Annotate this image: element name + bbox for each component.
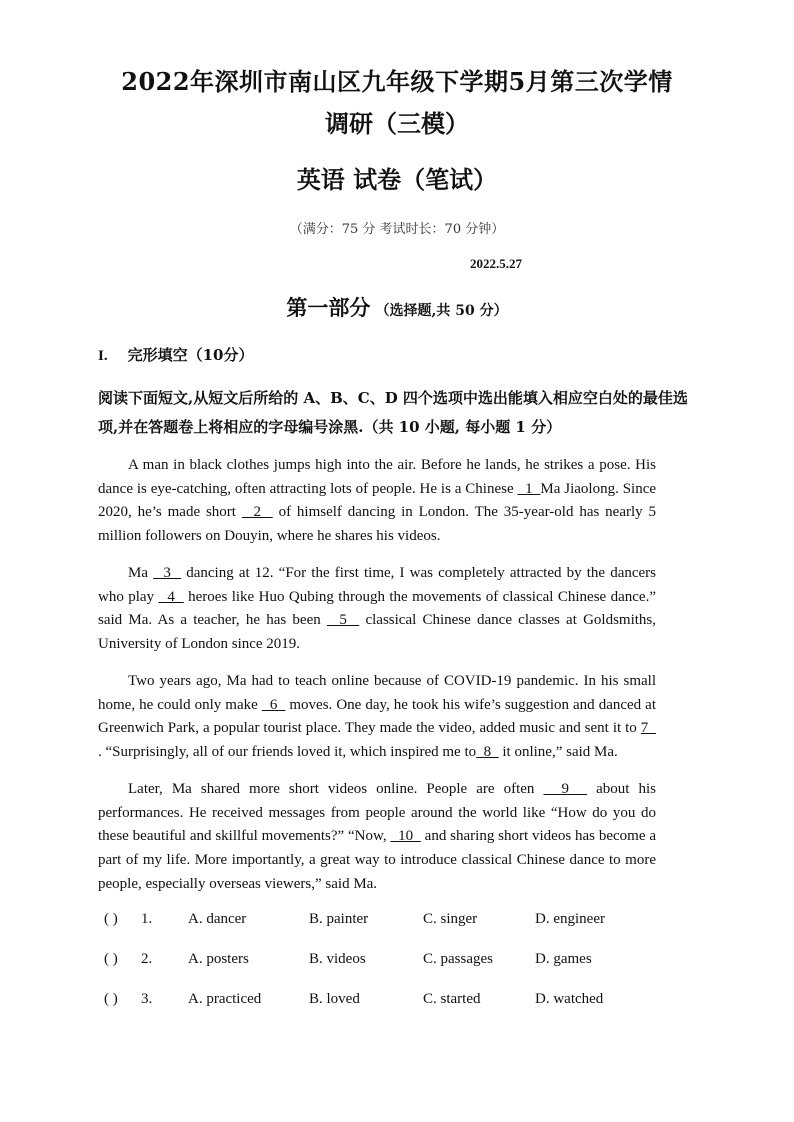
blank-8: 8 — [476, 744, 499, 761]
passage-text: of himself dancing in London. The 35-year-old has nearly 5 million followers on Douyin, where he shares his videos. — [98, 504, 656, 545]
option-d: D. engineer — [535, 911, 605, 927]
exam-title-line1: 2022年深圳市南山区九年级下学期5月第三次学情 — [121, 67, 673, 96]
passage-text: A man in black clothes jumps high into the air. Before he lands, he strikes a pose. His dance is eye-catching, often attracting lots of people. He is a Chinese — [98, 457, 656, 497]
question-row-1 — [0, 911, 794, 935]
passage-paragraph-4 — [98, 778, 656, 897]
passage-paragraph-1 — [98, 454, 656, 549]
blank-3: 3 — [153, 565, 182, 581]
option-c: C. singer — [423, 911, 478, 927]
passage-text: moves. One day, he took his wife’s suggestion and danced at Greenwich Park, a popular tourist place. They made the video, added music and sent it to — [98, 696, 657, 737]
exam-date: 2022.5.27 — [470, 256, 522, 271]
passage-paragraph-2 — [98, 562, 656, 657]
answer-parenthesis: ( ) — [104, 991, 118, 1007]
passage-text: dancing at 12. “For the first time, I was completely attracted by the dancers who play — [98, 565, 657, 605]
blank-10: 10 — [390, 828, 421, 845]
blank-4: 4 — [158, 588, 184, 605]
option-a: A. dancer — [188, 911, 247, 927]
passage-text: Ma — [128, 565, 154, 581]
passage-text: Ma Jiaolong. Since 2020, he’s made short — [98, 480, 657, 521]
question-row-2 — [0, 951, 794, 975]
option-a: A. practiced — [188, 991, 262, 1007]
option-d: D. games — [535, 951, 592, 967]
question-number: 1. — [141, 911, 153, 927]
passage-text: classical Chinese dance classes at Goldsmiths, University of London since 2019. — [98, 612, 656, 653]
option-b: B. videos — [309, 951, 366, 967]
question-number: 3. — [141, 991, 153, 1007]
section-title: 完形填空（10分） — [127, 346, 254, 364]
blank-5: 5 — [326, 612, 360, 629]
section-number: I. — [98, 348, 108, 364]
passage-text: . “Surprisingly, all of our friends loved it, which inspired me to — [98, 744, 477, 761]
option-c: C. started — [423, 991, 481, 1007]
question-number: 2. — [141, 951, 153, 967]
passage-text: it online,” said Ma. — [498, 744, 618, 761]
option-c: C. passages — [423, 951, 493, 967]
blank-7: 7 — [640, 720, 657, 737]
passage-text: Two years ago, Ma had to teach online because of COVID-19 pandemic. In his small home, he could only make — [98, 673, 656, 713]
exam-subtitle: 英语 试卷（笔试） — [296, 165, 498, 194]
question-row-3 — [0, 991, 794, 1015]
part-title: 第一部分 — [286, 295, 371, 320]
part-note: （选择题,共 50 分） — [375, 303, 508, 319]
blank-2: 2 — [241, 504, 273, 521]
passage-text: Later, Ma shared more short videos online. People are often — [128, 781, 544, 797]
option-d: D. watched — [535, 991, 604, 1007]
passage-text: heroes like Huo Qubing through the movements of classical Chinese dance.” said Ma. As a teacher, he has been — [98, 588, 656, 629]
option-b: B. painter — [309, 911, 369, 927]
blank-1: 1 — [517, 480, 541, 497]
blank-6: 6 — [261, 696, 286, 713]
score-info: （满分：75 分 考试时长：70 分钟） — [289, 222, 505, 237]
answer-parenthesis: ( ) — [104, 951, 118, 967]
option-a: A. posters — [188, 951, 249, 967]
exam-title-line2: 调研（三模） — [325, 109, 469, 138]
option-b: B. loved — [309, 991, 360, 1007]
passage-text: about his performances. He received messages from people around the world like “How do you do these beautiful and skillful movements?” “Now, — [98, 781, 656, 845]
answer-parenthesis: ( ) — [104, 911, 118, 927]
passage-paragraph-3 — [98, 670, 656, 765]
section-heading — [98, 344, 253, 365]
section-instruction: 阅读下面短文,从短文后所给的 A、B、C、D 四个选项中选出能填入相应空白处的最佳选项,并在答题卷上将相应的字母编号涂黑.（共 10 小题, 每小题 1 分） — [98, 389, 688, 436]
passage-text: and sharing short videos has become a part of my life. More importantly, a great way to introduce classical Chinese dance to more people, especially overseas viewers,” said Ma. — [98, 828, 656, 892]
blank-9: 9 — [543, 781, 588, 797]
part-heading — [0, 292, 794, 322]
